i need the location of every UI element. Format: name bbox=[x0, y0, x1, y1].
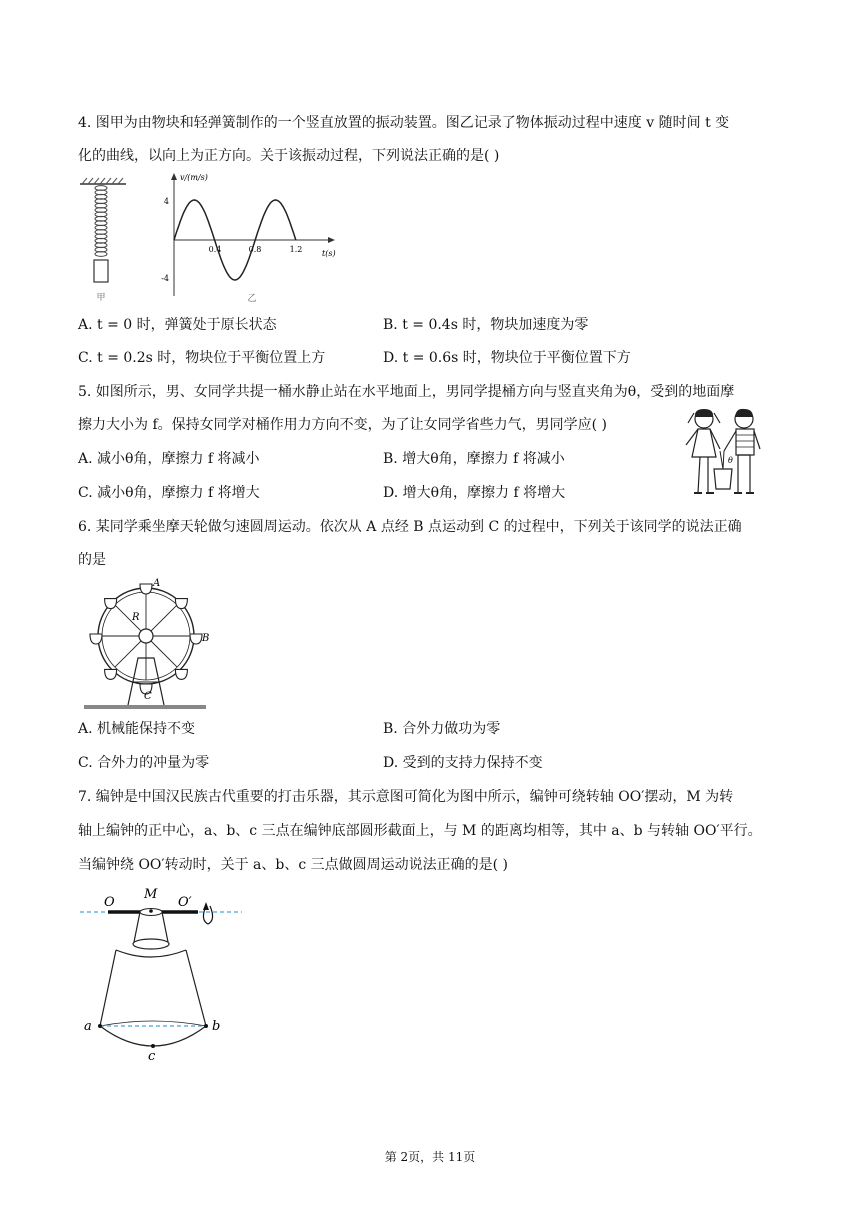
q5-option-c: C. 减小θ角，摩擦力 f 将增大 bbox=[78, 485, 260, 501]
q6-stem-line1: 6. 某同学乘坐摩天轮做匀速圆周运动。依次从 A 点经 B 点运动到 C 的过程中，下列关于该同学的说法正确 bbox=[78, 519, 742, 535]
center-m-label: M bbox=[144, 887, 158, 902]
q4-velocity-chart bbox=[160, 170, 340, 306]
q6-option-b: B. 合外力做功为零 bbox=[383, 721, 501, 737]
q5-option-d: D. 增大θ角，摩擦力 f 将增大 bbox=[383, 485, 566, 501]
label-yi: 乙 bbox=[247, 294, 257, 302]
x-tick-1.2: 1.2 bbox=[289, 245, 303, 254]
axis-o-label: O bbox=[104, 895, 115, 910]
theta-label: θ bbox=[728, 456, 733, 465]
point-c-label: c bbox=[148, 1049, 156, 1064]
q4-stem-line2: 化的曲线，以向上为正方向。关于该振动过程，下列说法正确的是( ) bbox=[78, 148, 500, 164]
q6-option-a: A. 机械能保持不变 bbox=[78, 721, 196, 737]
q4-option-c: C. t = 0.2s 时，物块位于平衡位置上方 bbox=[78, 350, 326, 366]
q7-stem-line1: 7. 编钟是中国汉民族古代重要的打击乐器，其示意图可简化为图中所示，编钟可绕转轴 OO′摆动，M 为转 bbox=[78, 789, 734, 805]
q7-stem-line2: 轴上编钟的正中心，a、b、c 三点在编钟底部圆形截面上，与 M 的距离均相等，其中 a、b 与转轴 OO′平行。 bbox=[78, 823, 762, 839]
q5-students-figure bbox=[676, 405, 772, 505]
q4-stem-line1: 4. 图甲为由物块和轻弹簧制作的一个竖直放置的振动装置。图乙记录了物体振动过程中速度 v 随时间 t 变 bbox=[78, 115, 730, 131]
q7-stem-line3: 当编钟绕 OO′转动时，关于 a、b、c 三点做圆周运动说法正确的是( ) bbox=[78, 857, 509, 873]
x-tick-0.4: 0.4 bbox=[208, 245, 222, 254]
point-a-label: A bbox=[153, 578, 161, 589]
q6-stem-line2: 的是 bbox=[78, 552, 106, 568]
wheel-cabin bbox=[190, 634, 202, 644]
q6-option-d: D. 受到的支持力保持不变 bbox=[383, 755, 543, 771]
q5-option-a: A. 减小θ角，摩擦力 f 将减小 bbox=[78, 451, 260, 467]
wheel-cabin bbox=[90, 634, 102, 644]
radius-label: R bbox=[132, 612, 140, 623]
x-tick-0.8: 0.8 bbox=[248, 245, 262, 254]
point-b-label: b bbox=[212, 1019, 221, 1034]
y-tick-neg4: -4 bbox=[161, 274, 169, 283]
wheel-cabin bbox=[175, 599, 187, 609]
q6-ferris-wheel-figure bbox=[78, 576, 218, 716]
axis-o-prime-label: O′ bbox=[178, 895, 192, 910]
chart-ylabel: v/(m/s) bbox=[180, 173, 208, 182]
point-c-label: C bbox=[144, 691, 152, 702]
q4-option-b: B. t = 0.4s 时，物块加速度为零 bbox=[383, 317, 589, 333]
chart-xlabel: t(s) bbox=[322, 249, 336, 258]
wheel-cabin bbox=[105, 599, 117, 609]
label-jia: 甲 bbox=[96, 293, 106, 303]
wheel-cabin bbox=[105, 669, 117, 679]
y-tick-4: 4 bbox=[163, 197, 169, 206]
wheel-cabin bbox=[140, 584, 152, 594]
point-a-label: a bbox=[84, 1019, 92, 1034]
q4-option-a: A. t = 0 时，弹簧处于原长状态 bbox=[78, 317, 277, 333]
q5-stem-line1: 5. 如图所示，男、女同学共提一桶水静止站在水平地面上，男同学提桶方向与竖直夹角为θ，受到的地面摩 bbox=[78, 384, 735, 400]
q6-option-c: C. 合外力的冲量为零 bbox=[78, 755, 210, 771]
q5-option-b: B. 增大θ角，摩擦力 f 将减小 bbox=[383, 451, 565, 467]
point-b-label: B bbox=[202, 633, 210, 644]
q7-bell-figure bbox=[78, 880, 248, 1068]
q5-stem-line2: 擦力大小为 f。保持女同学对桶作用力方向不变，为了让女同学省些力气，男同学应( ) bbox=[78, 417, 608, 433]
wheel-cabin bbox=[175, 669, 187, 679]
page-footer: 第 2页，共 11页 bbox=[384, 1150, 476, 1164]
q4-spring-figure bbox=[78, 176, 128, 308]
q4-option-d: D. t = 0.6s 时，物块位于平衡位置下方 bbox=[383, 350, 631, 366]
